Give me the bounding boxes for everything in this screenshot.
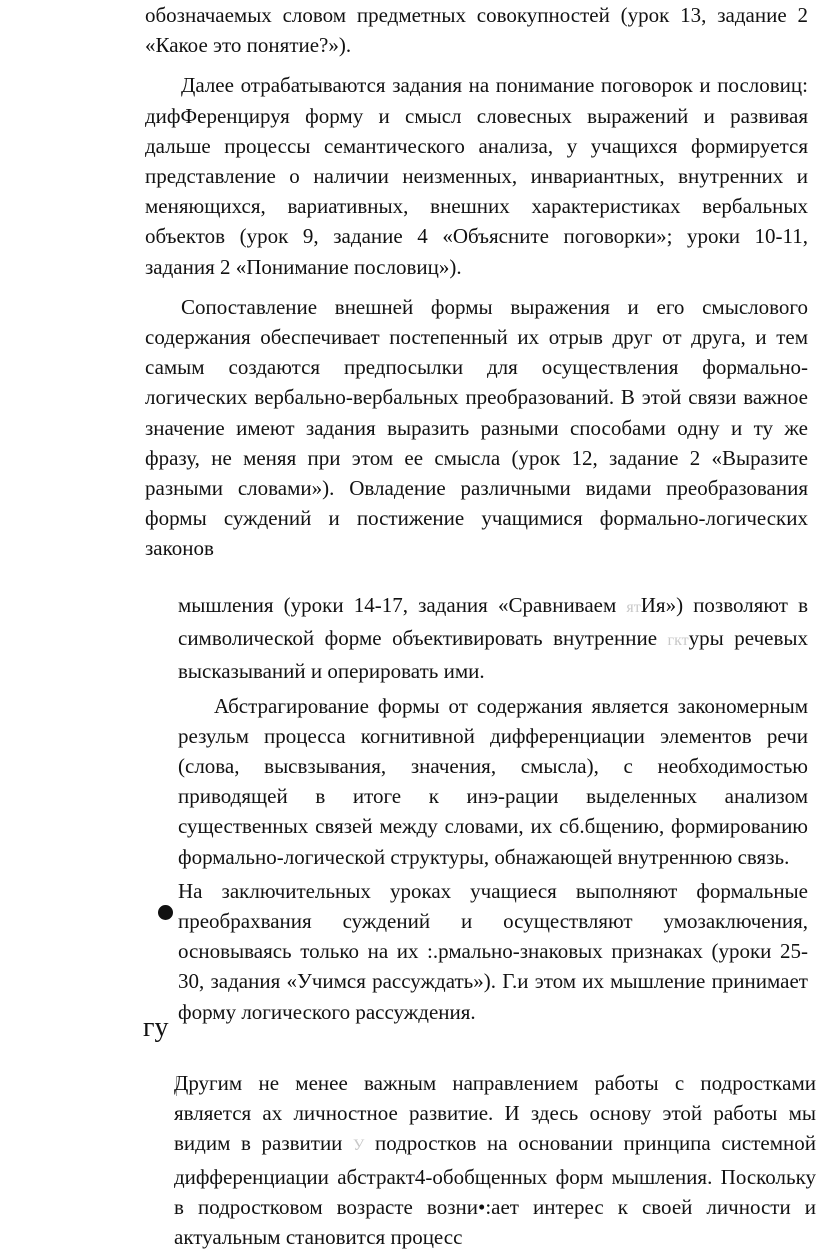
faded-scan-fragment: гкт	[667, 632, 689, 650]
text-run: Другим не менее важным направлением работы с подростками является ах личностное развитие. И здесь основу этой работы мы видим в развитии	[174, 1071, 816, 1156]
text-run: мышления (уроки 14-17, задания «Сравниваем	[178, 593, 627, 617]
text-block-upper	[145, 0, 808, 564]
bullet-dot-mark	[158, 905, 173, 920]
paragraph-form-comparison: Сопоставление внешней формы выражения и его смыслового содержания обеспечивает постепенный их отрыв друг от друга, и тем самым создаются предпосылки для осуществления формально-логических вербально-вербальных преобразований. В этой связи важное значение имеют задания выразить разными способами одну и ту же фразу, не меняя при этом ее смысла (урок 12, задание 2 «Выразите разными словами»). Овладение различными видами преобразования формы суждений и постижение учащимися формально-логических законов	[145, 294, 808, 561]
text-block-lower	[174, 1068, 816, 1252]
text-run: Ия») позволяют в символической форме объективировать внутренние	[178, 593, 808, 651]
margin-mark-gu: гу	[143, 1012, 169, 1043]
text-run: уры речевых высказываний и оперировать ими.	[178, 626, 808, 684]
paragraph-abstraction: Абстрагирование формы от содержания является закономерным резульм процесса когнитивной дифференциации элементов речи (слова, высвзывания, значения, смысла), с необходимостью приводящей в итоге к инэ-рации выделенных анализом существенных связей между словами, их сб.бщению, формированию формально-логической структуры, обнажающей внутреннюю связь.	[178, 693, 808, 869]
paragraph-thinking-continuation	[178, 590, 808, 687]
faded-scan-fragment: ят	[626, 599, 641, 616]
paragraph-proverbs: Далее отрабатываются задания на понимание поговорок и пословиц: дифФеренцируя форму и смысл словесных выражений и развивая дальше процессы семантического анализа, у учащихся формируется представление о наличии неизменных, инвариантных, внутренних и меняющихся, вариативных, внешних характеристиках вербальных объектов (урок 9, задание 4 «Объясните поговорки»; уроки 10-11, задания 2 «Понимание пословиц»).	[145, 73, 808, 279]
paragraph-personal-development	[174, 1068, 816, 1252]
text-block-middle	[178, 590, 808, 1027]
text-run: подростков на основании принципа системной дифференциации абстракт4-обобщенных форм мышления. Поскольку в подростковом возрасте возни•:ает интерес к своей личности и актуальным становится процесс	[174, 1131, 816, 1250]
faded-scan-fragment: У	[353, 1137, 365, 1155]
paragraph-final-lessons: На заключительных уроках учащиеся выполняют формальные преобрахвания суждений и осуществляют умозаключения, основываясь только на их :.рмально-знаковых признаках (уроки 25-30, задания «Учимся рассуждать»). Г.и этом их мышление принимает форму логического рассуждения.	[178, 878, 808, 1024]
paragraph-continuation: обозначаемых словом предметных совокупностей (урок 13, задание 2 «Какое это понятие?»).	[145, 3, 808, 58]
